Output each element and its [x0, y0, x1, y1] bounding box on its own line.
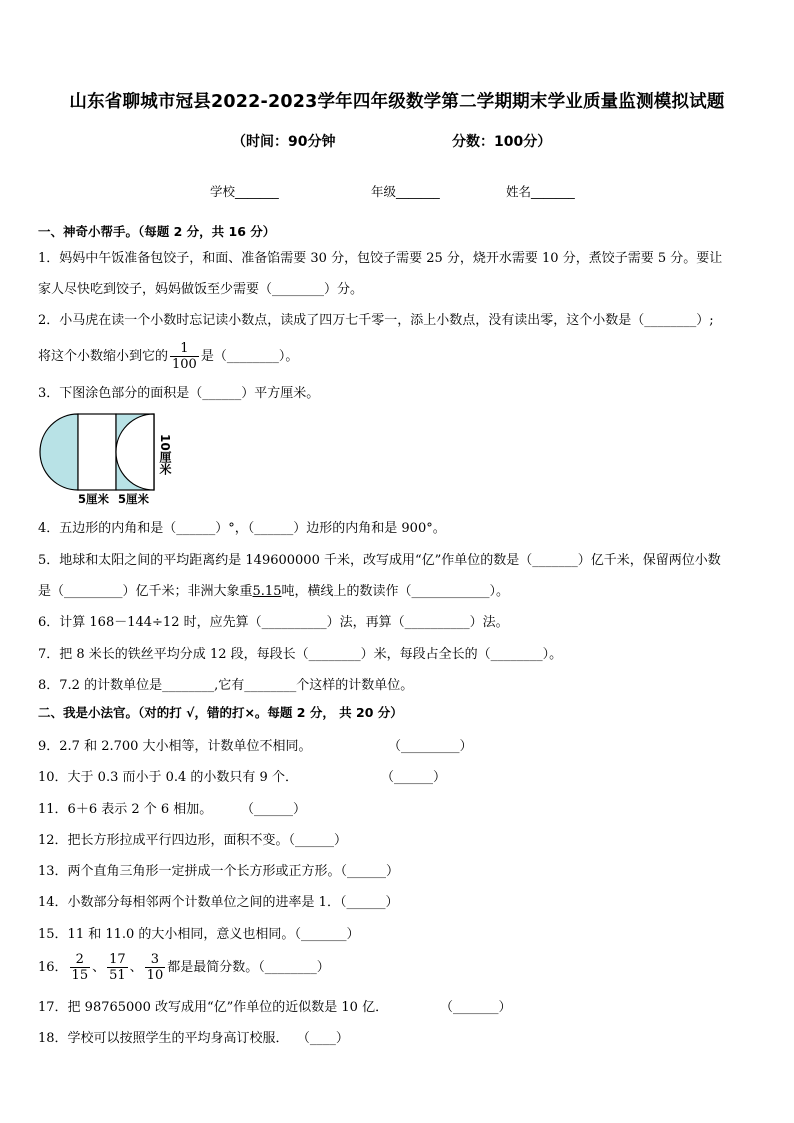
question-18-text: 18．学校可以按照学生的平均身高订校服． [38, 1031, 289, 1046]
fraction-3-numerator: 3 [145, 952, 166, 968]
fraction-2-numerator: 17 [109, 952, 126, 967]
fraction [170, 341, 199, 372]
question-5-line-1: 5．地球和太阳之间的平均距离约是 149600000 千米，改写成用“亿”作单位的数是（_______）亿千米，保留两位小数 [38, 553, 721, 568]
question-18 [38, 1030, 349, 1048]
label-5cm-right: 5厘米 [118, 492, 150, 506]
left-rectangle [78, 414, 116, 490]
question-15 [38, 926, 359, 944]
label-10cm: 10厘米 [158, 434, 172, 475]
question-10: 10．大于 0.3 而小于 0.4 的小数只有 9 个． [38, 770, 298, 785]
fraction-numerator: 1 [170, 341, 199, 357]
question-2-line-1: 2．小马虎在读一个小数时忘记读小数点，读成了四万七千零一，添上小数点，没有读出零，这个小数是（________）; [38, 313, 714, 328]
question-13-blank: （______） [340, 864, 400, 879]
fraction-1-denominator: 15 [71, 968, 89, 983]
question-11: 11．6＋6 表示 2 个 6 相加。 [38, 802, 213, 817]
left-shaded-semicircle [40, 414, 78, 490]
question-1-line-1: 1．妈妈中午饭准备包饺子，和面、准备馅需要 30 分，包饺子需要 25 分，烧开水需要 10 分，煮饺子需要 5 分。要让 [38, 251, 723, 266]
separator: 、 [129, 960, 143, 975]
section-heading-1: 一、神奇小帮手。（每题 2 分，共 16 分） [38, 224, 276, 239]
question-5-line-2 [38, 583, 509, 601]
question-17: 17．把 98765000 改写成用“亿”作单位的近似数是 10 亿． [38, 1000, 389, 1015]
question-15-blank: （_______） [294, 927, 360, 942]
question-16-suffix: 都是最简分数。（________） [167, 960, 330, 975]
fraction-2-denominator: 51 [109, 968, 126, 983]
fraction-1 [70, 952, 91, 983]
question-2-prefix: 将这个小数缩小到它的 [38, 349, 169, 364]
question-5-prefix: 是（_________）亿千米；非洲大象重 [38, 584, 253, 599]
fraction-3-denominator: 10 [146, 968, 164, 983]
question-15-text: 15．11 和 11.0 的大小相同，意义也相同。 [38, 927, 295, 942]
question-12-text: 12．把长方形拉成平行四边形，面积不变。 [38, 833, 289, 848]
question-6: 6．计算 168－144÷12 时，应先算（__________）法，再算（__________）法。 [38, 615, 509, 630]
question-17-blank: （_______） [440, 1000, 512, 1015]
name-field: 姓名_______ [506, 184, 575, 199]
question-16 [38, 952, 330, 983]
question-18-blank: （____） [296, 1031, 349, 1046]
question-7: 7．把 8 米长的铁丝平均分成 12 段，每段长（________）米，每段占全长的（________）。 [38, 647, 563, 662]
underlined-weight: 5.15 [252, 584, 282, 599]
grade-field: 年级_______ [371, 184, 440, 199]
page-title: 山东省聊城市冠县2022-2023学年四年级数学第二学期期末学业质量监测模拟试题 [69, 92, 725, 112]
question-14-blank: （______） [339, 895, 399, 910]
question-11-blank: （______） [241, 802, 307, 817]
fraction-denominator: 100 [172, 357, 197, 372]
question-12-blank: （______） [288, 833, 348, 848]
question-13-text: 13．两个直角三角形一定拼成一个长方形或正方形。 [38, 864, 341, 879]
exam-time: （时间：90分钟 [232, 134, 336, 150]
question-3-text: 3．下图涂色部分的面积是（______）平方厘米。 [38, 386, 320, 401]
question-1-line-2: 家人尽快吃到饺子，妈妈做饭至少需要（________）分。 [38, 282, 364, 297]
fraction-1-numerator: 2 [70, 952, 91, 968]
question-10-blank: （______） [381, 770, 447, 785]
question-4: 4．五边形的内角和是（______）°，（______）边形的内角和是 900°。 [38, 521, 446, 536]
label-5cm-left: 5厘米 [78, 492, 110, 506]
separator: 、 [92, 960, 106, 975]
question-13 [38, 863, 399, 881]
question-9-blank: （_________） [388, 739, 473, 754]
question-8: 8．7.2 的计数单位是________,它有________个这样的计数单位。 [38, 678, 414, 693]
question-14 [38, 894, 398, 912]
question-2-line-2 [38, 341, 298, 372]
fraction-2 [107, 952, 128, 983]
fraction-3 [145, 952, 166, 983]
question-16-prefix: 16． [38, 960, 68, 975]
section-heading-2: 二、我是小法官。（对的打 √，错的打×。每题 2 分， 共 20 分） [38, 705, 403, 720]
question-2-suffix: 是（________）。 [200, 349, 299, 364]
question-5-suffix: 吨，横线上的数读作（____________）。 [281, 584, 509, 599]
question-14-text: 14．小数部分每相邻两个计数单位之间的进率是 1． [38, 895, 340, 910]
question-9: 9．2.7 和 2.700 大小相等，计数单位不相同。 [38, 739, 312, 754]
question-12 [38, 832, 347, 850]
exam-score: 分数：100分） [452, 134, 552, 150]
school-field: 学校_______ [210, 184, 279, 199]
